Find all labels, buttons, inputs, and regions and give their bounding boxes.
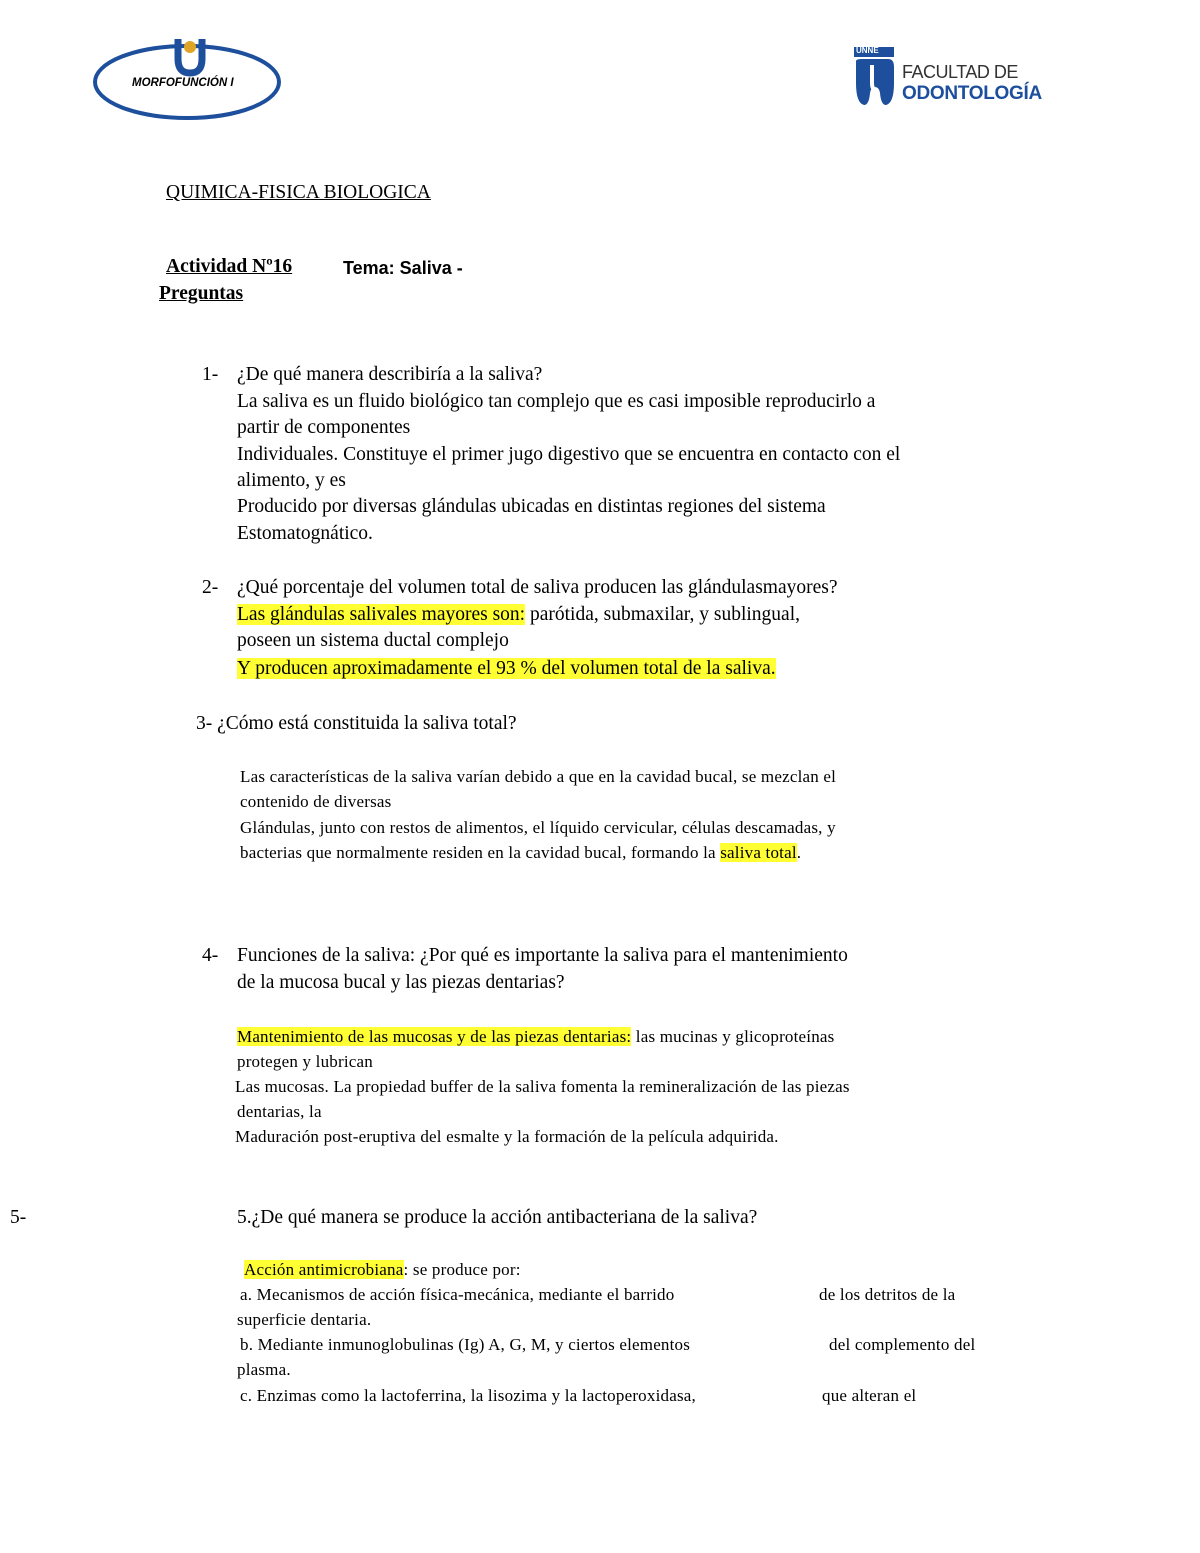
q4-answer-rest: las mucinas y glicoproteínas <box>631 1027 835 1046</box>
document-title: QUIMICA-FISICA BIOLOGICA <box>166 182 431 203</box>
q4-answer-line: protegen y lubrican <box>237 1052 373 1071</box>
q3-highlight: saliva total <box>720 843 797 862</box>
q2-highlight: Y producen aproximadamente el 93 % del volumen total de la saliva. <box>237 658 776 679</box>
q4-question: de la mucosa bucal y las piezas dentarias? <box>237 972 565 993</box>
q5-item-b: b. Mediante inmunoglobulinas (Ig) A, G, M, y ciertos elementos <box>240 1335 691 1354</box>
q5-item-b: del complemento del <box>829 1335 976 1354</box>
q3-question: 3- ¿Cómo está constituida la saliva total? <box>196 713 517 734</box>
q3-answer-line: Glándulas, junto con restos de alimentos, el líquido cervicular, células descamadas, y <box>240 818 836 837</box>
q3-answer-line: Las características de la saliva varían debido a que en la cavidad bucal, se mezclan el <box>240 767 837 786</box>
facultad-text: FACULTAD DE <box>902 62 1018 82</box>
q5-answer-rest: : se produce por: <box>403 1260 521 1279</box>
q2-answer-rest: parótida, submaxilar, y sublingual, <box>525 604 800 625</box>
q4-answer-line: Maduración post-eruptiva del esmalte y la formación de la película adquirida. <box>235 1127 779 1146</box>
q3-answer-line <box>240 840 801 865</box>
q5-item-b: plasma. <box>237 1360 291 1379</box>
unne-badge: UNNE <box>856 46 879 55</box>
facultad-odontologia-logo <box>852 45 1052 111</box>
q1-question: ¿De qué manera describiría a la saliva? <box>237 364 543 385</box>
morfo-logo-text: MORFOFUNCIÓN I <box>132 77 234 89</box>
q5-item-c: c. Enzimas como la lactoferrina, la lisozima y la lactoperoxidasa, <box>240 1386 696 1405</box>
q5-question: 5.¿De qué manera se produce la acción antibacteriana de la saliva? <box>237 1207 758 1228</box>
q4-number: 4- <box>202 945 219 966</box>
q1-answer-line: La saliva es un fluido biológico tan complejo que es casi imposible reproducirlo a <box>237 391 876 412</box>
morfofuncion-logo <box>90 35 285 127</box>
q3-answer-end: . <box>796 843 802 862</box>
q1-answer-line: Producido por diversas glándulas ubicadas en distintas regiones del sistema <box>237 496 826 517</box>
q3-answer-line: contenido de diversas <box>240 792 392 811</box>
q2-question: ¿Qué porcentaje del volumen total de saliva producen las glándulasmayores? <box>237 577 838 598</box>
q5-highlight: Acción antimicrobiana <box>244 1260 404 1279</box>
activity-label: Actividad Nº16 <box>166 256 293 277</box>
q5-item-a: superficie dentaria. <box>237 1310 372 1329</box>
q1-answer-line: partir de componentes <box>237 417 411 438</box>
q4-answer-line <box>237 1024 835 1049</box>
q5-margin-number: 5- <box>10 1207 27 1228</box>
q1-answer-line: alimento, y es <box>237 470 346 491</box>
q2-answer-line <box>237 656 776 682</box>
q1-answer-line: Individuales. Constituye el primer jugo digestivo que se encuentra en contacto con el <box>237 444 901 465</box>
q2-answer-line <box>237 602 800 628</box>
q2-highlight: Las glándulas salivales mayores son: <box>237 604 526 625</box>
subtitle: Preguntas <box>159 283 244 304</box>
q5-answer-line <box>244 1257 521 1282</box>
q5-item-a: a. Mecanismos de acción física-mecánica, mediante el barrido <box>240 1285 675 1304</box>
q4-answer-line: Las mucosas. La propiedad buffer de la saliva fomenta la remineralización de las piezas <box>235 1077 850 1096</box>
topic-label: Tema: Saliva - <box>343 258 463 278</box>
q4-answer-line: dentarias, la <box>237 1102 322 1121</box>
q2-number: 2- <box>202 577 219 598</box>
q1-number: 1- <box>202 364 219 385</box>
q2-answer-line: poseen un sistema ductal complejo <box>237 630 509 651</box>
q1-answer-line: Estomatognático. <box>237 523 373 544</box>
odontologia-text: ODONTOLOGÍA <box>902 83 1042 104</box>
q4-highlight: Mantenimiento de las mucosas y de las piezas dentarias: <box>237 1027 632 1046</box>
q5-item-a: de los detritos de la <box>819 1285 956 1304</box>
q5-item-c: que alteran el <box>822 1386 917 1405</box>
q4-question: Funciones de la saliva: ¿Por qué es importante la saliva para el mantenimiento <box>237 945 848 966</box>
q3-answer-text: bacterias que normalmente residen en la cavidad bucal, formando la <box>240 843 721 862</box>
